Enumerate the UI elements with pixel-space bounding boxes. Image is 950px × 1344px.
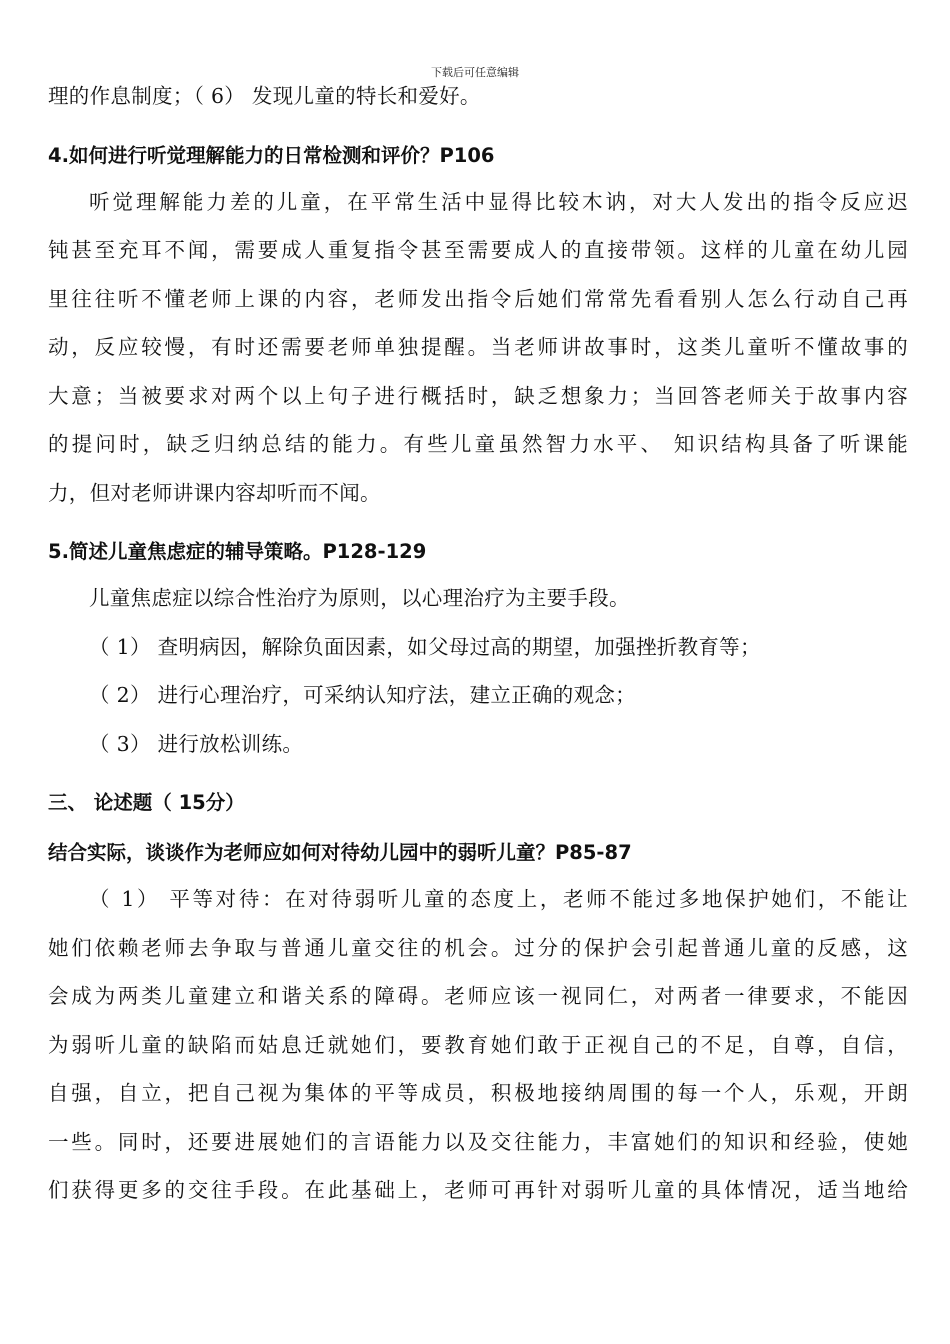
essay-question-title: 结合实际，谈谈作为老师应如何对待幼儿园中的弱听儿童？P85-87 (48, 841, 632, 864)
answer-line: 动，反应较慢，有时还需要老师单独提醒。当老师讲故事时，这类儿童听不懂故事的 (48, 335, 908, 359)
essay-answer (48, 875, 908, 1215)
answer-line: 听觉理解能力差的儿童，在平常生活中显得比较木讷，对大人发出的指令反应迟 (89, 189, 908, 214)
answer-line: （ 1） 平等对待：在对待弱听儿童的态度上，老师不能过多地保护她们，不能让 (89, 887, 908, 911)
intro-tail-line: 理的作息制度；（ 6） 发现儿童的特长和爱好。 (48, 84, 481, 108)
answer-list-item: （ 1） 查明病因，解除负面因素，如父母过高的期望，加强挫折教育等； (89, 634, 761, 659)
answer-line: 自强，自立，把自己视为集体的平等成员，积极地接纳周围的每一个人，乐观，开朗 (48, 1081, 908, 1105)
answer-line: 儿童焦虑症以综合性治疗为原则，以心理治疗为主要手段。 (89, 586, 630, 610)
section-3-title: 三、 论述题（ 15分） (48, 791, 245, 814)
answer-line: 她们依赖老师去争取与普通儿童交往的机会。过分的保护会引起普通儿童的反感，这 (48, 935, 908, 960)
answer-line: 一些。同时，还要进展她们的言语能力以及交往能力，丰富她们的知识和经验，使她 (48, 1129, 908, 1154)
header-watermark-note: 下载后可任意编辑 (431, 66, 519, 79)
answer-line: 为弱听儿童的缺陷而姑息迁就她们，要教育她们敢于正视自己的不足，自尊，自信， (48, 1032, 908, 1057)
document-page (48, 72, 908, 1215)
answer-list-item: （ 2） 进行心理治疗，可采纳认知疗法，建立正确的观念； (89, 683, 636, 707)
question-4-answer (48, 178, 908, 518)
answer-line: 钝甚至充耳不闻，需要成人重复指令甚至需要成人的直接带领。这样的儿童在幼儿园 (48, 238, 908, 262)
answer-line: 的提问时，缺乏归纳总结的能力。有些儿童虽然智力水平、 知识结构具备了听课能 (48, 432, 908, 456)
question-5-answer (48, 574, 908, 768)
answer-line: 大意；当被要求对两个以上句子进行概括时，缺乏想象力；当回答老师关于故事内容 (48, 383, 908, 408)
answer-line: 里往往听不懂老师上课的内容，老师发出指令后她们常常先看看别人怎么行动自己再 (48, 286, 908, 311)
answer-line: 会成为两类儿童建立和谐关系的障碍。老师应该一视同仁，对两者一律要求，不能因 (48, 984, 908, 1008)
answer-line: 力，但对老师讲课内容却听而不闻。 (48, 480, 381, 505)
answer-line: 们获得更多的交往手段。在此基础上，老师可再针对弱听儿童的具体情况，适当地给 (48, 1178, 908, 1202)
question-5-title: 5.简述儿童焦虑症的辅导策略。P128-129 (48, 540, 427, 563)
answer-list-item: （ 3） 进行放松训练。 (89, 731, 304, 756)
question-4-title: 4.如何进行听觉理解能力的日常检测和评价？P106 (48, 143, 495, 167)
